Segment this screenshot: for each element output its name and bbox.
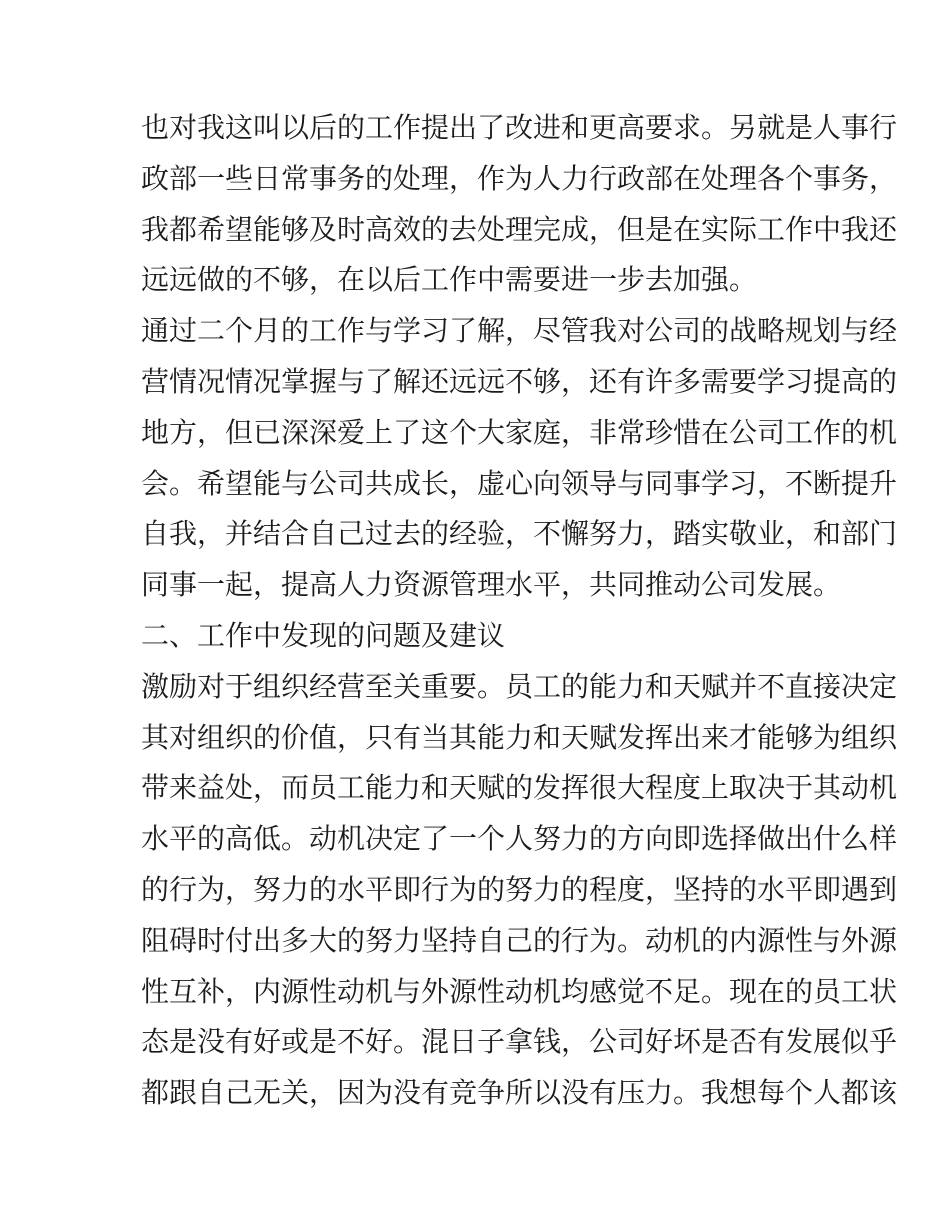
paragraph-line: 都跟自己无关，因为没有竞争所以没有压力。我想每个人都该 <box>141 1076 898 1110</box>
paragraph-line: 会。希望能与公司共成长，虚心向领导与同事学习，不断提升 <box>141 466 898 500</box>
paragraph-line: 水平的高低。动机决定了一个人努力的方向即选择做出什么样 <box>141 822 898 856</box>
paragraph-line: 通过二个月的工作与学习了解，尽管我对公司的战略规划与经 <box>141 314 898 348</box>
paragraph-line: 地方，但已深深爱上了这个大家庭，非常珍惜在公司工作的机 <box>141 415 898 449</box>
paragraph-line: 同事一起，提高人力资源管理水平，共同推动公司发展。 <box>141 568 842 602</box>
paragraph-line: 自我，并结合自己过去的经验，不懈努力，踏实敬业，和部门 <box>141 517 898 551</box>
paragraph-line: 带来益处，而员工能力和天赋的发挥很大程度上取决于其动机 <box>141 771 898 805</box>
paragraph-line: 阻碍时付出多大的努力坚持自己的行为。动机的内源性与外源 <box>141 923 898 957</box>
paragraph-line: 激励对于组织经营至关重要。员工的能力和天赋并不直接决定 <box>141 669 898 703</box>
paragraph-line: 远远做的不够，在以后工作中需要进一步去加强。 <box>141 263 758 297</box>
paragraph-line: 政部一些日常事务的处理，作为人力行政部在处理各个事务， <box>141 161 898 195</box>
section-heading: 二、工作中发现的问题及建议 <box>141 618 506 652</box>
document-body <box>141 103 898 1119</box>
paragraph-line: 其对组织的价值，只有当其能力和天赋发挥出来才能够为组织 <box>141 720 898 754</box>
paragraph-line: 性互补，内源性动机与外源性动机均感觉不足。现在的员工状 <box>141 974 898 1008</box>
paragraph-line: 也对我这叫以后的工作提出了改进和更高要求。另就是人事行 <box>141 111 898 144</box>
paragraph-line: 营情况情况掌握与了解还远远不够，还有许多需要学习提高的 <box>141 364 898 398</box>
paragraph-line: 态是没有好或是不好。混日子拿钱，公司好坏是否有发展似乎 <box>141 1025 898 1059</box>
paragraph-line: 我都希望能够及时高效的去处理完成，但是在实际工作中我还 <box>141 212 898 246</box>
paragraph-line: 的行为，努力的水平即行为的努力的程度，坚持的水平即遇到 <box>141 872 898 906</box>
